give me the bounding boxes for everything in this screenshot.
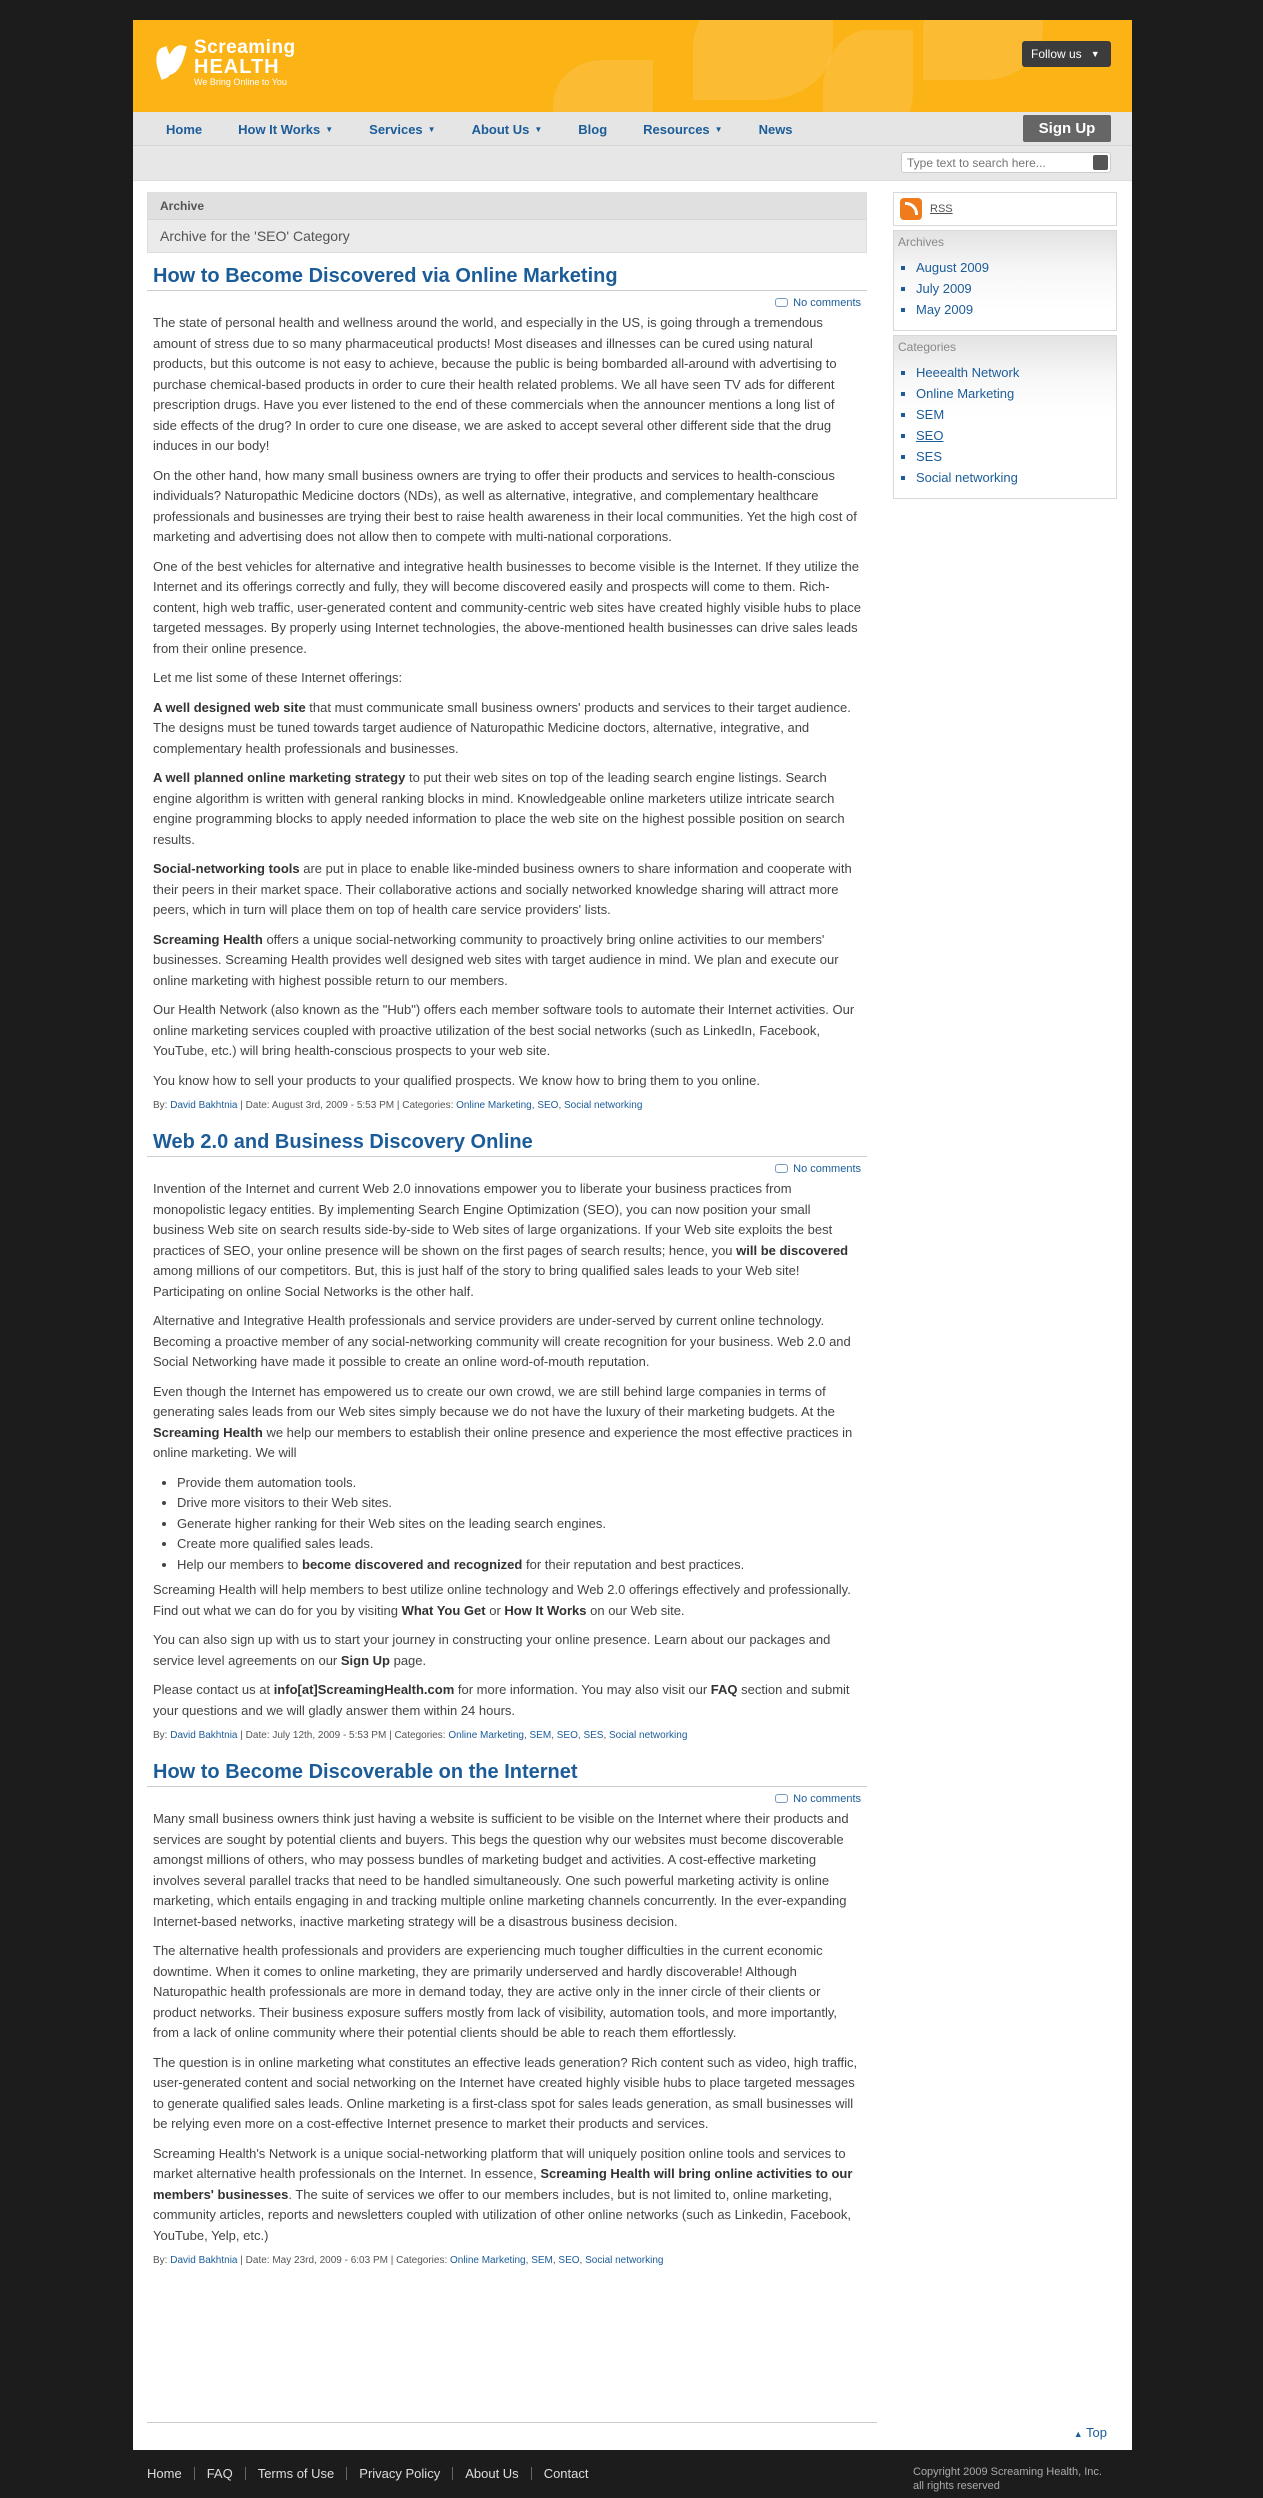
how-it-works-link[interactable]: How It Works (504, 1602, 587, 1618)
blog-post (147, 265, 867, 1113)
nav-item-home[interactable]: Home (166, 121, 203, 137)
sidebar (893, 192, 1117, 499)
category-link[interactable]: SEO (558, 2255, 580, 2266)
category-link[interactable]: ▪ Social networking (916, 467, 1116, 488)
category-link[interactable]: Social networking (585, 2255, 664, 2266)
post-meta: By: David Bakhtnia | Date: July 12th, 2009 - 5:53 PM | Categories: Online Marketing, SEM, SEO, SES, Social networking (153, 1730, 688, 1741)
search-box (901, 152, 1111, 173)
category-link[interactable]: SEM (531, 2255, 553, 2266)
archive-link[interactable]: ▪ August 2009 (916, 257, 1116, 278)
blog-post (147, 1131, 867, 1743)
follow-us-label: Follow us (1031, 47, 1082, 61)
faq-link[interactable]: FAQ (710, 1682, 738, 1697)
search-button-icon[interactable] (1093, 155, 1108, 170)
divider (147, 2422, 877, 2423)
category-link[interactable]: Online Marketing (456, 1100, 532, 1111)
caret-down-icon: ▼ (1090, 49, 1100, 59)
post-paragraph: A well designed web site that must communicate small business owners' products and services to their target audience. The designs must be tuned towards target audience of Naturopathic Medicine doctors, alternative, integrative, and complementary health professionals and businesses. (153, 699, 851, 756)
category-link[interactable]: Social networking (609, 1730, 688, 1741)
page-container (133, 20, 1132, 2450)
category-link[interactable]: SEO (537, 1100, 559, 1111)
category-link[interactable]: SEM (529, 1730, 552, 1741)
category-link[interactable]: SES (583, 1730, 604, 1741)
main-content (147, 192, 867, 2268)
header-leaf-decoration (823, 30, 913, 112)
archive-header (147, 192, 867, 253)
comment-icon (775, 1794, 788, 1803)
archives-heading: Archives (898, 235, 945, 249)
post-paragraph: Many small business owners think just having a website is sufficient to be visible on the Internet where their products and services are sought by potential clients and buyers. This begs the question why our websites must become discoverable amongst millions of others, who may possess bundles of marketing budget and activities. A cost-effective marketing involves several parallel tracks that need to be handled simultaneously. One such powerful marketing activity is online marketing, which entails engaging in and tracking multiple online marketing channels concurrently. In the ever-expanding Internet-based networks, inactive marketing strategy will be a disastrous business decision. (153, 1811, 849, 1929)
logo-line2: HEALTH (194, 56, 280, 78)
post-paragraph: You can also sign up with us to start your journey in constructing your online presence. Learn about our packages and service level agreements on our Sign Up page. (153, 1632, 831, 1668)
nav-item-services[interactable]: Services ▼ (369, 121, 436, 137)
what-you-get-link[interactable]: What You Get (401, 1602, 486, 1618)
post-paragraph: Screaming Health will help members to best utilize online technology and Web 2.0 offerings effectively and professionally. Find out what we can do for you by visiting What You Get or How It Works on our Web site. (153, 1582, 851, 1618)
search-strip (133, 146, 1132, 181)
post-title-link[interactable]: How to Become Discoverable on the Internet (153, 1761, 578, 1783)
footer-link-about[interactable]: About Us (453, 2467, 531, 2480)
sign-up-link[interactable]: Sign Up (340, 1652, 390, 1668)
post-paragraph: Please contact us at info[at]ScreamingHealth.com for more information. You may also visit our FAQ section and submit your questions and we will gladly answer them within 24 hours. (153, 1682, 850, 1718)
comment-icon (775, 298, 788, 307)
rss-icon[interactable] (900, 198, 922, 220)
categories-widget (893, 335, 1117, 499)
follow-us-button[interactable] (1022, 41, 1111, 67)
post-title-link[interactable]: How to Become Discovered via Online Marketing (153, 265, 618, 287)
post-paragraph: Alternative and Integrative Health professionals and service providers are under-served by current online technology. Becoming a proactive member of any social-networking community will create recognition for your business. Web 2.0 and Social Networking have made it possible to create an online word-of-mouth reputation. (153, 1313, 851, 1369)
comment-icon (775, 1164, 788, 1173)
footer-link-home[interactable]: Home (147, 2467, 195, 2480)
category-link[interactable]: ▪ SES (916, 446, 1116, 467)
post-paragraph: Social-networking tools are put in place to enable like-minded business owners to share information and cooperate with their peers in their market space. Their collaborative actions and socially networked knowledge sharing will attract more peers, which in turn will place them on top of health care service providers' lists. (153, 861, 852, 917)
archive-link[interactable]: ▪ May 2009 (916, 299, 1116, 320)
post-paragraph: Invention of the Internet and current Web 2.0 innovations empower you to liberate your business practices from monopolistic legacy entities. By implementing Search Engine Optimization (SEO), you can now position your small business Web site on search results side-by-side to Web sites of large organizations. If your Web site exploits the best practices of SEO, your online presence will be shown on the first pages of search results; hence, you will be discovered among millions of our competitors. But, this is just half of the story to bring qualified sales leads to your Web site! Participating on online Social Networks is the other half. (153, 1181, 849, 1299)
comments-link[interactable]: No comments (793, 1793, 861, 1805)
comments-link[interactable]: No comments (793, 1163, 861, 1175)
category-link[interactable]: Social networking (564, 1100, 643, 1111)
rss-widget (893, 192, 1117, 226)
category-link[interactable]: ▪ SEM (916, 404, 1116, 425)
author-link[interactable]: David Bakhtnia (170, 2255, 238, 2266)
post-paragraph: Even though the Internet has empowered us to create our own crowd, we are still behind large companies in terms of generating sales leads from our Web sites simply because we do not have the luxury of their marketing budgets. At the Screaming Health we help our members to establish their online presence and experience the most effective practices in online marketing. We will (153, 1383, 853, 1460)
comments-link[interactable]: No comments (793, 297, 861, 309)
rss-link[interactable]: RSS (930, 203, 953, 215)
category-link-active[interactable]: ▪ SEO (916, 425, 1116, 446)
logo-tagline: We Bring Online to You (194, 77, 287, 87)
logo-line1: Screaming (194, 37, 296, 58)
nav-item-how-it-works[interactable]: How It Works ▼ (238, 121, 334, 137)
footer-link-contact[interactable]: Contact (543, 2466, 589, 2481)
author-link[interactable]: David Bakhtnia (170, 1100, 238, 1111)
footer-link-faq[interactable]: FAQ (195, 2467, 246, 2480)
nav-item-blog[interactable]: Blog (578, 121, 608, 137)
nav-item-news[interactable]: News (758, 121, 793, 137)
list-item: • Drive more visitors to their Web sites. (177, 1493, 861, 1514)
post-paragraph: One of the best vehicles for alternative and integrative health businesses to become visible is the Internet. If they utilize the Internet and its offerings correctly and fully, they will become discovered easily and prospects will come to them. Rich-content, high web traffic, user-generated content and community-centric web sites have created highly visible hubs to place targeted messages. By properly using Internet technologies, the above-mentioned health businesses can drive sales leads from their online presence. (153, 558, 861, 656)
post-paragraph: Screaming Health's Network is a unique social-networking platform that will uniquely position online tools and services to market alternative health professionals on the Internet. In essence, Screaming Health will bring online activities to our members' businesses. The suite of services we offer to our members includes, but is not limited to, online marketing, community articles, reports and newsletters coupled with utilization of other online networks (such as Linkedin, Facebook, YouTube, Yelp, etc.) (153, 2145, 853, 2243)
back-to-top-link[interactable]: ▲ Top (1073, 2425, 1107, 2440)
author-link[interactable]: David Bakhtnia (170, 1730, 238, 1741)
caret-down-icon: ▼ (714, 124, 723, 134)
contact-email: info[at]ScreamingHealth.com (273, 1682, 455, 1697)
archive-title: Archive for the 'SEO' Category (160, 228, 350, 244)
list-item: • Provide them automation tools. (177, 1473, 861, 1494)
list-item: • Create more qualified sales leads. (177, 1534, 861, 1555)
post-meta: By: David Bakhtnia | Date: May 23rd, 2009 - 6:03 PM | Categories: Online Marketing, SEM, SEO, Social networking (153, 2255, 664, 2266)
archives-widget (893, 230, 1117, 331)
post-paragraph: You know how to sell your products to your qualified prospects. We know how to bring them to you online. (153, 1072, 761, 1088)
post-paragraph: A well planned online marketing strategy to put their web sites on top of the leading search engine listings. Search engine algorithm is written with general ranking blocks in mind. Knowledgeable online marketers utilize intricate search engine programming blocks to apply needed information to place the web site on the highest possible position on search results. (153, 770, 845, 847)
post-paragraph: The question is in online marketing what constitutes an effective leads generation? Rich content such as video, high traffic, user-generated content and social networking on the Internet have created highly visible hubs to place targeted messages to generate qualified sales leads. Online marketing is a first-class spot for sales leads generation, as small businesses will be relying even more on a cost-effective Internet presence to market their products and services. (153, 2054, 858, 2131)
copyright: Copyright 2009 Screaming Health, Inc. all rights reserved (913, 2466, 1102, 2492)
post-paragraph: Our Health Network (also known as the "Hub") offers each member software tools to automate their Internet activities. Our online marketing services coupled with proactive utilization of the best social networks (such as LinkedIn, Facebook, YouTube, etc.) will bring health-conscious prospects to your web site. (153, 1002, 855, 1058)
caret-down-icon: ▼ (325, 124, 334, 134)
header-leaf-decoration (553, 60, 653, 112)
footer-link-privacy[interactable]: Privacy Policy (347, 2467, 453, 2480)
caret-down-icon: ▼ (534, 124, 543, 134)
category-link[interactable]: Online Marketing (448, 1730, 524, 1741)
category-link[interactable]: ▪ Online Marketing (916, 383, 1116, 404)
caret-down-icon: ▼ (427, 124, 436, 134)
post-paragraph: The state of personal health and wellness around the world, and especially in the US, is going through a tremendous amount of stress due to so many pharmaceutical products! Most diseases and illnesses can be cured using natural products, but this outcome is not easy to achieve, because the public is being bombarded all-around with advertising to purchase chemical-based products in order to cure their health related problems. We all have seen TV ads for different prescription drugs. Have you ever listened to the end of these commercials when the announcer mentions a long list of side effects of the drug? In order to cure one disease, we are asked to accept several other different side that the drug induces in our body! (153, 315, 837, 453)
post-title-link[interactable]: Web 2.0 and Business Discovery Online (153, 1131, 533, 1153)
archive-heading: Archive (148, 193, 866, 220)
categories-heading: Categories (898, 340, 957, 354)
footer-link-terms[interactable]: Terms of Use (246, 2467, 348, 2480)
site-logo[interactable] (154, 38, 296, 88)
post-paragraph: Screaming Health offers a unique social-networking community to proactively bring online activities to our members' businesses. Screaming Health provides well designed web sites with target audience in mind. We plan and execute our online marketing with highest possible return to our members. (153, 931, 839, 988)
post-paragraph: Let me list some of these Internet offerings: (153, 670, 403, 685)
arrow-up-icon: ▲ (1073, 2429, 1083, 2439)
benefits-list (177, 1473, 861, 1576)
site-header (133, 20, 1132, 112)
site-footer (133, 2456, 1132, 2498)
archive-link[interactable]: ▪ July 2009 (916, 278, 1116, 299)
category-link[interactable]: ▪ Heeealth Network (916, 362, 1116, 383)
sign-up-button[interactable]: Sign Up (1023, 115, 1111, 142)
list-item: • Help our members to become discovered and recognized for their reputation and best practices. (177, 1555, 861, 1576)
post-meta: By: David Bakhtnia | Date: August 3rd, 2009 - 5:53 PM | Categories: Online Marketing, SEO, Social networking (153, 1100, 643, 1111)
list-item: • Generate higher ranking for their Web sites on the leading search engines. (177, 1514, 861, 1535)
search-input[interactable] (902, 153, 1082, 172)
category-link[interactable]: Online Marketing (450, 2255, 526, 2266)
nav-item-about-us[interactable]: About Us ▼ (471, 121, 543, 137)
post-paragraph: On the other hand, how many small business owners are trying to offer their products and services to health-conscious individuals? Naturopathic Medicine doctors (NDs), as well as alternative, integrative, and complementary healthcare professionals and businesses are trying their best to raise health awareness in their local communities. Yet the high cost of marketing and advertising does not allow then to compete with multi-national corporations. (153, 467, 857, 544)
main-nav (133, 112, 1132, 146)
post-paragraph: The alternative health professionals and providers are experiencing much tougher difficulties in the current economic downtime. When it comes to online marketing, they are primarily underserved and hardly discoverable! Although Naturopathic health professionals are more in demand today, they are active only in the inner circle of their clients or product networks. Their business exposure suffers mostly from lack of visibility, automation tools, and more importantly, from a lack of online community where their potential clients should be able to reach them effortlessly. (153, 1943, 837, 2040)
header-leaf-decoration (693, 20, 833, 100)
category-link[interactable]: SEO (556, 1730, 578, 1741)
leaf-logo-icon (154, 38, 186, 88)
nav-item-resources[interactable]: Resources ▼ (643, 121, 723, 137)
blog-post (147, 1761, 867, 2268)
